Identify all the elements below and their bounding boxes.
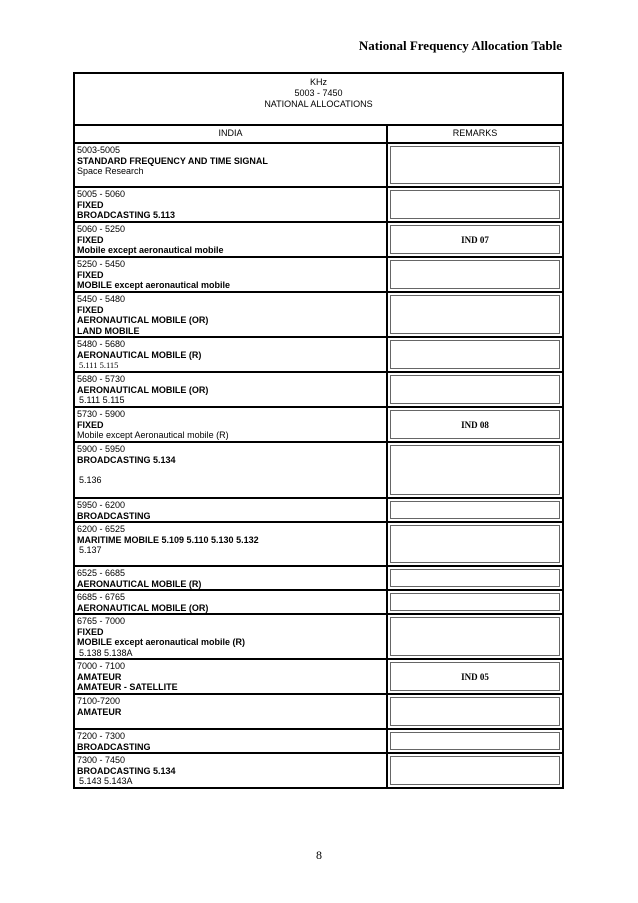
- remarks-cell: [388, 615, 562, 658]
- allocation-line: FIXED: [77, 199, 104, 210]
- remark-text: [390, 375, 560, 404]
- table-row: [75, 589, 562, 613]
- frequency-range: 5450 - 5480: [77, 294, 126, 304]
- allocation-line: Space Research: [77, 166, 144, 176]
- allocation-line: Mobile except aeronautical mobile: [77, 245, 224, 255]
- allocation-line: FIXED: [77, 234, 104, 245]
- allocation-cell: [75, 499, 388, 521]
- allocation-cell: [75, 695, 388, 728]
- allocation-cell: [75, 660, 388, 693]
- remark-text: [390, 260, 560, 289]
- table-row: [75, 291, 562, 336]
- frequency-range: 7000 - 7100: [77, 661, 126, 671]
- frequency-range: 7200 - 7300: [77, 731, 126, 741]
- allocation-cell: [75, 730, 388, 752]
- frequency-range: 5480 - 5680: [77, 339, 126, 349]
- table-row: [75, 565, 562, 589]
- table-row: [75, 693, 562, 728]
- frequency-range: 5900 - 5950: [77, 444, 126, 454]
- remarks-cell: [388, 754, 562, 787]
- remarks-cell: [388, 567, 562, 589]
- remarks-cell: [388, 373, 562, 406]
- allocation-line: FIXED: [77, 419, 104, 430]
- table-row: [75, 613, 562, 658]
- allocation-line: FIXED: [77, 304, 104, 315]
- allocation-line: AERONAUTICAL MOBILE (R): [77, 349, 202, 360]
- table-row: [75, 658, 562, 693]
- frequency-range: 6765 - 7000: [77, 616, 126, 626]
- allocation-cell: [75, 443, 388, 497]
- remark-text: IND 05: [390, 662, 560, 691]
- remark-text: [390, 732, 560, 750]
- allocation-cell: [75, 223, 388, 256]
- allocation-cell: [75, 615, 388, 658]
- column-header-row: [75, 124, 562, 142]
- remarks-cell: [388, 499, 562, 521]
- table-row: [75, 256, 562, 291]
- table-row: [75, 497, 562, 521]
- table-row: [75, 186, 562, 221]
- remark-text: [390, 525, 560, 563]
- allocation-cell: [75, 408, 388, 441]
- remark-text: [390, 340, 560, 369]
- allocation-line: BROADCASTING 5.134: [77, 454, 176, 465]
- allocation-line: BROADCASTING: [77, 510, 151, 521]
- remarks-cell: [388, 660, 562, 693]
- frequency-range: 7300 - 7450: [77, 755, 126, 765]
- allocation-line: Mobile except Aeronautical mobile (R): [77, 430, 229, 440]
- frequency-range: 5950 - 6200: [77, 500, 126, 510]
- remark-text: [390, 445, 560, 495]
- remarks-cell: [388, 258, 562, 291]
- allocation-line: AERONAUTICAL MOBILE (R): [77, 578, 202, 589]
- remark-text: [390, 697, 560, 726]
- table-row: [75, 371, 562, 406]
- frequency-range: 7100-7200: [77, 696, 121, 706]
- allocation-line: LAND MOBILE: [77, 325, 140, 336]
- table-row: [75, 521, 562, 565]
- table-body: [75, 142, 562, 787]
- allocation-cell: [75, 293, 388, 336]
- allocation-cell: [75, 523, 388, 565]
- table-range: 5003 - 7450: [294, 88, 343, 98]
- allocation-line: 5.137: [79, 545, 102, 555]
- remark-text: [390, 295, 560, 334]
- remarks-cell: [388, 695, 562, 728]
- table-title-block: [75, 74, 562, 124]
- allocation-line: AMATEUR: [77, 671, 122, 682]
- table-row: [75, 406, 562, 441]
- allocation-line: AMATEUR - SATELLITE: [77, 682, 178, 692]
- allocation-line: BROADCASTING: [77, 741, 151, 752]
- frequency-range: 5250 - 5450: [77, 259, 126, 269]
- remark-text: [390, 756, 560, 785]
- remark-text: [390, 501, 560, 519]
- frequency-range: 5730 - 5900: [77, 409, 126, 419]
- remark-text: [390, 146, 560, 184]
- allocation-line: 5.138 5.138A: [79, 647, 133, 658]
- allocation-table: [73, 72, 564, 789]
- allocation-cell: [75, 144, 388, 186]
- allocation-line: FIXED: [77, 269, 104, 280]
- allocation-cell: [75, 754, 388, 787]
- allocation-line: 5.111 5.115: [79, 360, 119, 370]
- remark-text: [390, 593, 560, 611]
- remarks-cell: [388, 144, 562, 186]
- table-unit: KHz: [309, 77, 327, 87]
- allocation-line: MARITIME MOBILE 5.109 5.110 5.130 5.132: [77, 534, 259, 545]
- table-row: [75, 728, 562, 752]
- remark-text: [390, 569, 560, 587]
- table-row: [75, 221, 562, 256]
- blank-line: [77, 465, 384, 475]
- frequency-range: 6525 - 6685: [77, 568, 126, 578]
- remarks-cell: [388, 408, 562, 441]
- column-header-india: INDIA: [75, 126, 388, 142]
- frequency-range: 6685 - 6765: [77, 592, 126, 602]
- frequency-range: 5680 - 5730: [77, 374, 126, 384]
- allocation-cell: [75, 338, 388, 371]
- frequency-range: 5060 - 5250: [77, 224, 126, 234]
- remarks-cell: [388, 293, 562, 336]
- remark-text: IND 07: [390, 225, 560, 254]
- allocation-cell: [75, 258, 388, 291]
- frequency-range: 5005 - 5060: [77, 189, 126, 199]
- frequency-range: 6200 - 6525: [77, 524, 126, 534]
- table-row: [75, 441, 562, 497]
- allocation-line: AMATEUR: [77, 706, 122, 717]
- allocation-cell: [75, 188, 388, 221]
- allocation-line: AERONAUTICAL MOBILE (OR): [77, 602, 209, 613]
- allocation-line: 5.111 5.115: [79, 395, 125, 405]
- allocation-line: AERONAUTICAL MOBILE (OR): [77, 384, 209, 395]
- remarks-cell: [388, 730, 562, 752]
- table-row: [75, 336, 562, 371]
- allocation-line: MOBILE except aeronautical mobile: [77, 280, 231, 290]
- remarks-cell: [388, 223, 562, 256]
- remarks-cell: [388, 338, 562, 371]
- allocation-cell: [75, 373, 388, 406]
- remark-text: [390, 617, 560, 656]
- allocation-cell: [75, 567, 388, 589]
- allocation-line: 5.136: [79, 475, 102, 485]
- allocation-line: AERONAUTICAL MOBILE (OR): [77, 315, 209, 325]
- remarks-cell: [388, 523, 562, 565]
- remark-text: [390, 190, 560, 219]
- allocation-line: BROADCASTING 5.113: [77, 210, 176, 220]
- allocation-line: MOBILE except aeronautical mobile (R): [77, 637, 246, 647]
- allocation-line: 5.143 5.143A: [79, 776, 133, 786]
- table-subtitle: NATIONAL ALLOCATIONS: [264, 99, 373, 109]
- remark-text: IND 08: [390, 410, 560, 439]
- allocation-line: FIXED: [77, 626, 104, 637]
- table-row: [75, 752, 562, 787]
- page-header-title: National Frequency Allocation Table: [358, 38, 562, 53]
- allocation-cell: [75, 591, 388, 613]
- allocation-line: STANDARD FREQUENCY AND TIME SIGNAL: [77, 155, 268, 166]
- remarks-cell: [388, 188, 562, 221]
- allocation-line: BROADCASTING 5.134: [77, 765, 176, 776]
- column-header-remarks: REMARKS: [452, 128, 498, 138]
- frequency-range: 5003-5005: [77, 145, 121, 155]
- page-number: 8: [316, 848, 322, 862]
- remarks-cell: [388, 591, 562, 613]
- table-row: [75, 142, 562, 186]
- remarks-cell: [388, 443, 562, 497]
